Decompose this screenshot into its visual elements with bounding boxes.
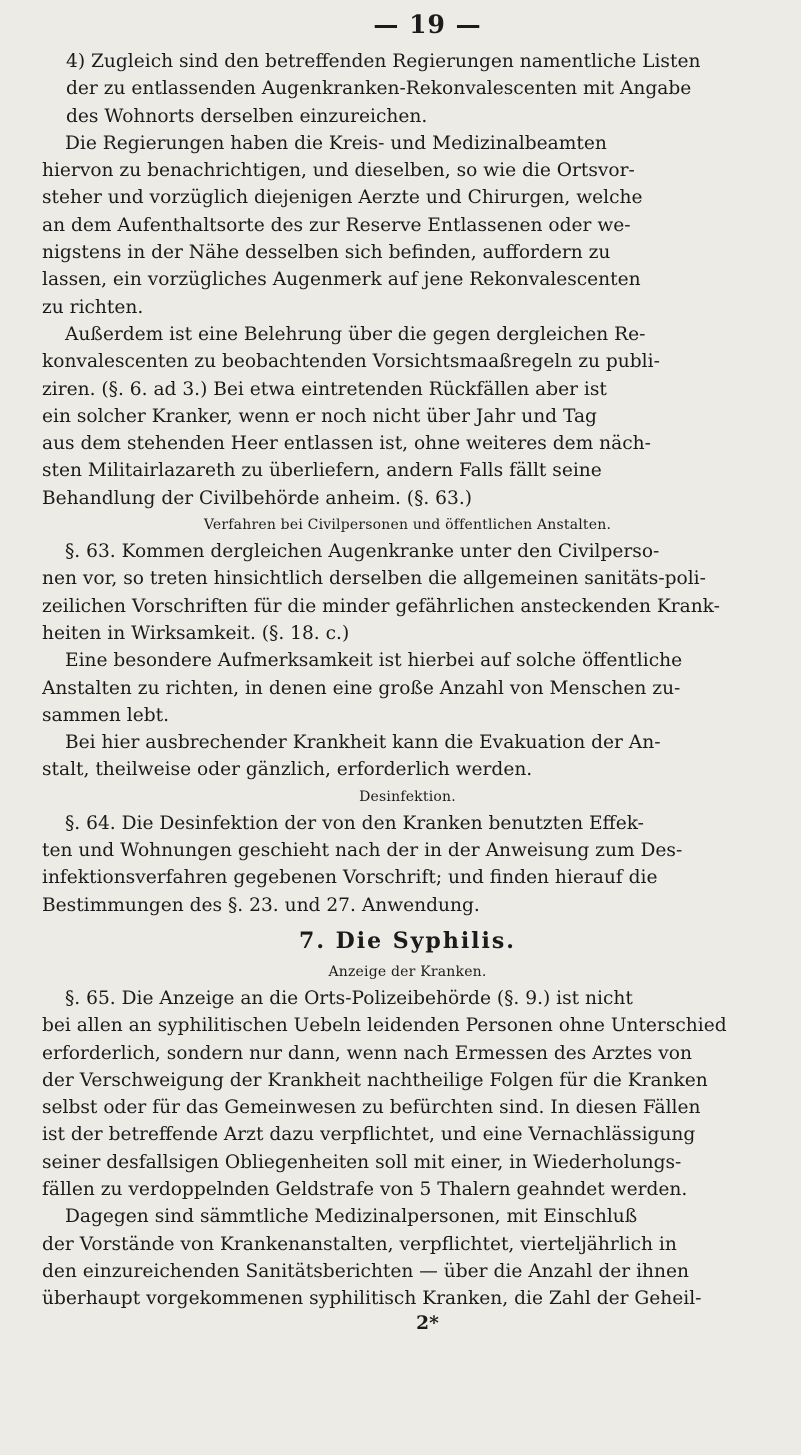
text-line: ten und Wohnungen geschieht nach der in der Anweisung zum Des- <box>42 840 683 862</box>
text-line: Bestimmungen des §. 23. und 27. Anwendung. <box>42 894 480 916</box>
text-line: §. 64. Die Desinfektion der von den Kranken benutzten Effek- <box>65 812 644 834</box>
text-line: Anstalten zu richten, in denen eine große Anzahl von Menschen zu- <box>42 677 681 699</box>
section-heading-syphilis: 7. Die Syphilis. <box>299 927 516 954</box>
page-number: — 19 — <box>373 10 482 39</box>
text-line: lassen, ein vorzügliches Augenmerk auf jene Rekonvalescenten <box>42 269 641 291</box>
paragraph-s63c <box>42 729 773 784</box>
text-line: nigstens in der Nähe desselben sich befinden, auffordern zu <box>42 242 611 264</box>
text-line: ist der betreffende Arzt dazu verpflichtet, und eine Vernachlässigung <box>42 1124 696 1146</box>
text-line: überhaupt vorgekommenen syphilitisch Kranken, die Zahl der Geheil- <box>42 1288 702 1310</box>
text-line: §. 65. Die Anzeige an die Orts-Polizeibehörde (§. 9.) ist nicht <box>65 987 633 1009</box>
paragraph-s64 <box>42 810 773 919</box>
text-line: hiervon zu benachrichtigen, und dieselben, so wie die Ortsvor- <box>42 160 635 182</box>
section-63 <box>42 538 773 784</box>
text-line: aus dem stehenden Heer entlassen ist, ohne weiteres dem näch- <box>42 433 651 455</box>
text-line: erforderlich, sondern nur dann, wenn nach Ermessen des Arztes von <box>42 1042 692 1064</box>
text-line: stalt, theilweise oder gänzlich, erforderlich werden. <box>42 759 533 781</box>
paragraph-belehrung <box>42 321 773 512</box>
text-line: der Vorstände von Krankenanstalten, verpflichtet, vierteljährlich in <box>42 1233 677 1255</box>
paragraph-s65b <box>42 1203 773 1312</box>
text-line: Eine besondere Aufmerksamkeit ist hierbei auf solche öffentliche <box>65 650 683 672</box>
text-line: heiten in Wirksamkeit. (§. 18. c.) <box>42 622 350 644</box>
text-line: §. 63. Kommen dergleichen Augenkranke unter den Civilperso- <box>65 541 660 563</box>
text-line: zu richten. <box>42 296 144 318</box>
text-line: der zu entlassenden Augenkranken-Rekonvalescenten mit Angabe <box>66 78 692 100</box>
text-line: Die Regierungen haben die Kreis- und Medizinalbeamten <box>65 132 607 154</box>
text-line: zeilichen Vorschriften für die minder gefährlichen ansteckenden Krank- <box>42 595 720 617</box>
paragraph-s63 <box>42 538 773 647</box>
text-line: der Verschweigung der Krankheit nachtheilige Folgen für die Kranken <box>42 1069 708 1091</box>
text-line: an dem Aufenthaltsorte des zur Reserve Entlassenen oder we- <box>42 214 631 236</box>
text-line: Dagegen sind sämmtliche Medizinalpersonen, mit Einschluß <box>65 1206 638 1228</box>
text-line: Außerdem ist eine Belehrung über die gegen dergleichen Re- <box>65 323 646 345</box>
paragraph-s63b <box>42 647 773 729</box>
text-line: ein solcher Kranker, wenn er noch nicht über Jahr und Tag <box>42 405 597 427</box>
section-6-continuation <box>42 48 773 512</box>
sidenote-anzeige: Anzeige der Kranken. <box>328 963 487 980</box>
section-64 <box>42 810 773 919</box>
signature-mark: 2* <box>416 1313 439 1335</box>
text-line: steher und vorzüglich diejenigen Aerzte und Chirurgen, welche <box>42 187 643 209</box>
text-line: sten Militairlazareth zu überliefern, andern Falls fällt seine <box>42 460 602 482</box>
text-line: den einzureichenden Sanitätsberichten — über die Anzahl der ihnen <box>42 1260 689 1282</box>
text-line: konvalescenten zu beobachtenden Vorsichtsmaaßregeln zu publi- <box>42 351 660 373</box>
text-line: seiner desfallsigen Obliegenheiten soll mit einer, in Wiederholungs- <box>42 1151 682 1173</box>
text-line: bei allen an syphilitischen Uebeln leidenden Personen ohne Unterschied <box>42 1015 727 1037</box>
paragraph-s65 <box>42 985 773 1203</box>
text-line: ziren. (§. 6. ad 3.) Bei etwa eintretenden Rückfällen aber ist <box>42 378 607 400</box>
text-line: infektionsverfahren gegebenen Vorschrift; und finden hierauf die <box>42 867 658 889</box>
paragraph-regierungen <box>42 130 773 321</box>
text-line: Bei hier ausbrechender Krankheit kann die Evakuation der An- <box>65 732 661 754</box>
text-line: sammen lebt. <box>42 704 170 726</box>
sidenote-civilpersonen: Verfahren bei Civilpersonen und öffentlichen Anstalten. <box>203 517 612 534</box>
text-line: des Wohnorts derselben einzureichen. <box>66 105 428 127</box>
text-line: nen vor, so treten hinsichtlich derselben die allgemeinen sanitäts-poli- <box>42 568 706 590</box>
sidenote-desinfektion: Desinfektion. <box>359 788 456 805</box>
paragraph-item-4 <box>42 48 773 130</box>
section-65 <box>42 985 773 1313</box>
text-line: fällen zu verdoppelnden Geldstrafe von 5 Thalern geahndet werden. <box>42 1178 688 1200</box>
text-line: selbst oder für das Gemeinwesen zu befürchten sind. In diesen Fällen <box>42 1097 701 1119</box>
text-line: Behandlung der Civilbehörde anheim. (§. 63.) <box>42 487 473 509</box>
text-line: 4) Zugleich sind den betreffenden Regierungen namentliche Listen <box>66 51 701 72</box>
